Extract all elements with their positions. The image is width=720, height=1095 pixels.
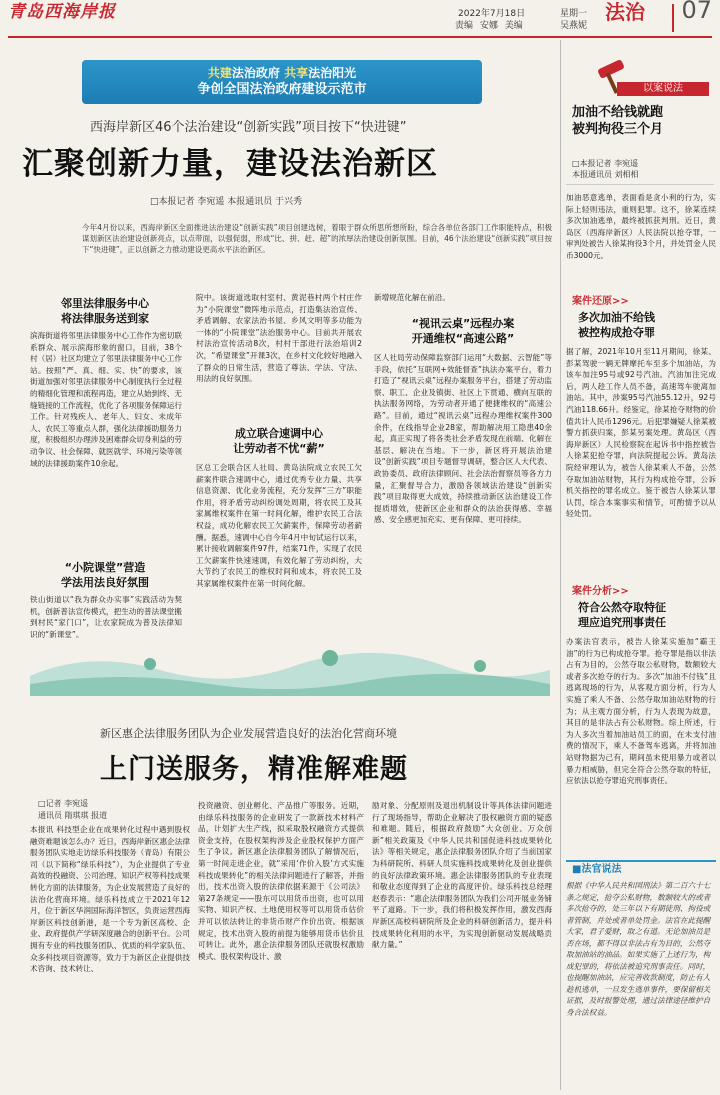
right-tag-3: 案件分析>>: [572, 586, 629, 597]
right-byline: □本报记者 李宛遥 本报通讯员 刘相相: [572, 159, 639, 179]
main-subtitle: 西海岸新区46个法治建设“创新实践”项目按下“快进键”: [90, 120, 407, 135]
col1-subhead: 邻里法律服务中心 将法律服务送到家: [61, 297, 149, 325]
page-number: 07: [672, 4, 712, 32]
editors: 责编 安娜 美编: [455, 21, 523, 31]
masthead-title: 青岛西海岸报: [8, 2, 116, 22]
right-text-1: 加油恶意逃单，表面看是贪小利的行为，实际上轻则违法，重则犯罪。这不，徐某连续多次加油逃单，最终被抓获判刑。近日，黄岛区（西海岸新区）人民法院以抢夺罪，一审判处被告人徐某拘役3个月，并处罚金人民币3000元。: [566, 193, 716, 260]
issue-weekday: 星期一: [560, 9, 588, 19]
right-subhead-2: 多次加油不给钱 被控构成抢夺罪: [578, 311, 655, 339]
section-title: 法治: [605, 0, 645, 24]
banner-word-2: 法治政府: [231, 66, 280, 80]
second-col1-text: 本报讯 科技型企业在成果转化过程中遇到股权融资难题该怎么办？近日，西海岸新区惠企法律服务团队实地走访绿乐科技服务（青岛）有限公司（以下简称“绿乐科技”），为企业提供了专业高效的投融资、公司治理、知识产权等科技成果转化方面的法律服务，为企业发展营造了良好的法治化营商环境。绿乐科技成立于2021年12月，位于新区华润国际海洋智区，负责运营西海岸新区科技创新港，是一个专为新区高校、企业、政府提供产学研深度融合的创新平台。公司拥有专业的科技服务团队、优质的科学家队伍、众多科技项目资源等，致力于为新区企业提供技术咨询、技术转让、: [30, 825, 190, 974]
right-text-2: 据了解，2021年10月至11月期间，徐某、彭某驾驶一辆无牌摩托车至多个加油站，为该车加注95号或92号汽油。汽油加注完成后，两人趁工作人员不备，高速驾车驶离加油站。其中，涉案95号汽油55.12升，92号汽油118.66升。经鉴定，徐某抢夺财物的价值共计人民币1296元。后犯罪嫌疑人徐某被警方抓获归案，彭某另案处理。黄岛区（西海岸新区）人民检察院在起诉书中指控被告人徐某犯抢夺罪，向法院提起公诉。黄岛法院经审理认为，被告人徐某乘人不备，公然夺取加油站财物，其行为构成抢夺罪，公诉机关指控的罪名成立。鉴于被告人徐某认罪认罚，综合本案事实和情节，可酌情予以从轻处罚。: [566, 347, 716, 519]
main-headline: 汇聚创新力量，建设法治新区: [22, 146, 438, 182]
right-subhead-3: 符合公然夺取特征 理应追究刑事责任: [578, 601, 666, 629]
col1-text-2: 铁山街道以“我为群众办实事”实践活动为契机，创新普法宣传模式，把生动的普法课堂搬到村民“家门口”，让农家院成为普及法律知识的“新课堂”。: [30, 595, 182, 639]
right-text-3: 办案法官表示，被告人徐某实施加“霸王油”的行为已构成抢夺罪。抢夺罪是指以非法占有为目的，公然夺取公私财物，数额较大或者多次抢夺的行为。多次“加油不付钱”且逃离现场的行为，从客观方面分析，行为人实施了乘人不备、公然夺取加油站财物的行为；从主观方面分析，行为人表现为故意，其目的是非法占有公私财物。综上所述，行为人多次当着加油站员工的面，在未支付油费的情况下，乘人不备驾车逃离，并将加油站财物据为己有，期间虽未使用暴力或者以暴力相威胁，但完全符合公然夺取的特征，应依法以抢夺罪追究刑事责任。: [566, 637, 716, 786]
top-rule: [8, 36, 712, 38]
judge-note-tag: ■法官说法: [572, 864, 622, 875]
right-divider: [566, 184, 714, 185]
col1-subhead-2: “小院课堂”营造 学法用法良好氛围: [61, 561, 149, 589]
col2-subhead: 成立联合速调中心 让劳动者不忧“薪”: [233, 427, 325, 455]
column-rule: [560, 40, 561, 1090]
issue-date: 2022年7月18日: [458, 9, 526, 19]
main-byline: □本报记者 李宛遥 本报通讯员 于兴秀: [150, 197, 303, 207]
second-headline: 上门送服务，精准解难题: [100, 754, 408, 785]
editors-2: 吴燕妮: [560, 21, 588, 31]
second-byline-1: □记者 李宛遥: [38, 799, 89, 808]
col2-text-2: 区总工会联合区人社局、黄岛法院成立农民工欠薪案件联合速调中心，通过优秀专业力量、共享信息资源、优化业务流程，充分发挥“三方”职能作用，将矛盾劳动纠纷调处周期，将农民工及其家属维权案件在第一时间化解，维护农民工合法权益，成功化解农民工欠薪案件，保障劳动者薪酬。据悉，速调中心自今年4月中旬试运行以来，累计接收调解案件97件，结案71件，实现了农民工欠薪案件快速速调，有效化解了劳动纠纷，大大节约了农民工的维权时间和成本，将农民工及其家属维权案件在第一时间化解。: [196, 463, 362, 588]
right-headline: 加油不给钱就跑 被判拘役三个月: [572, 105, 664, 137]
col2-text: 院中。该街道选取村室村、黄泥巷村两个村庄作为“小院课堂”微阵地示范点，打造集法治宣传、矛盾调解、农家法治书屋、乡风文明等多功能为一体的“小院课堂”法治服务中心。目前共开展农村法治宣传活动8次，村村干部进行法治培训2次，“希望课堂”开课3次，在乡村文化较好地融入了群众的日常生活，营造了尊法、学法、守法、用法的良好氛围。: [196, 293, 362, 384]
banner-word-4: 法治阳光: [308, 66, 357, 80]
case-tag: 以案说法: [617, 82, 709, 96]
landscape-illustration: [30, 640, 550, 696]
main-lead: 今年4月份以来，西海岸新区全面推进法治建设“创新实践”项目创建选树，着眼于群众所思所想所盼，综合各单位各部门工作职能特点，积极谋划新区法治建设创新亮点，以点带面，以强促弱，形成“比、拼、赶、超”的浓厚法治建设创新氛围。目前，46个法治建设“创新实践”项目按下“快进键”，正以创新之力推动建设更高水平法治新区。: [82, 223, 552, 254]
col3-text-2: 区人社局劳动保障监察部门运用“大数据、云智能”等手段，依托“互联网+效能督查”执法办案平台，着力打造了“视讯云桌”远程办案服务平台，搭建了劳动监察、职工、企业及镇街、社区上下贯通、横向互联的执法服务网络，为劳动者开通了便捷维权的“高速公路”。目前，通过“视讯云桌”远程办理维权案件300余件，在线指导企业28家，帮助解决用工隐患40余起，真正实现了将各类社会矛盾发现在前端、化解在基层、解决在当地。下一步，新区将开展法治建设“创新实践”项目专题督导调研，整合区人大代表、政协委员、政府法律顾问、社会法治督察员等各方力量，汇聚督导合力，激励各领域法治建设“创新实践”项目取得更大成效，持续推动新区法治建设工作提质增效，使新区企业和群众的法治获得感、幸福感、安全感更加充实、更有保障、更可持续。: [374, 353, 552, 525]
right-tag-2: 案件还原>>: [572, 296, 629, 307]
banner-word-1: 共建: [207, 66, 232, 80]
col3-subhead: “视讯云桌”远程办案 开通维权“高速公路”: [411, 317, 515, 345]
col1-text: 滨海街道将邻里法律服务中心工作作为密切联系群众、展示滨海形象的窗口，目前，38个村（居）社区均建立了邻里法律服务中心工作站。按照“严、真、细、实、快”的要求，该街道加强对邻里法律服务中心制度执行全过程的精细化管理和流程再造，建立从始到终、无缝链接的工作流程，优化了各项服务保障运行工作。针对残疾人、老年人、妇女、未成年人、农民工等重点人群，强化法律援助服务力度，积极组织办理涉及困难群众切身利益的劳动争议、社会保障、就医就学、环境污染等领域的法律援助案件10余起。: [30, 331, 182, 468]
second-col3-text: 励对象、分配原则及退出机制设计等具体法律问题进行了现场指导，帮助企业解决了股权融资方面的疑惑和难题。随后，根据政府鼓励“大众创业、万众创新”相关政策及《中华人民共和国促进科技成果转化法》等相关规定，惠企法律服务团队介绍了当前国家为科研院所、科研人员实施科技成果转化及创业提供的良好法律政策环境。惠企法律服务团队的专业表现和敬业态度得到了企业的高度评价。绿乐科技总经理赵春表示：“惠企法律服务团队为我们公司开展业务铺平了道路。下一步，我们将积极发挥作用，激发西海岸新区高校科研院所及企业的科研创新活力，提升科技成果转化利用的水平，为实现创新驱动发展战略贡献力量。”: [372, 801, 552, 950]
second-byline-2: 通讯员 隋琪琪 报道: [38, 811, 108, 820]
banner-line-2: 争创全国法治政府建设示范市: [197, 82, 367, 97]
banner-word-3: 共享: [284, 66, 309, 80]
judge-note-text: 根据《中华人民共和国刑法》第二百六十七条之规定，抢夺公私财物，数额较大的或者多次抢夺的，处三年以下有期徒刑、拘役或者管制，并处或者单处罚金。法官在此提醒大家，君子爱财，取之有道。无论加油员是否在场，都不得以非法占有为目的，公然夺取加油站的油品。如果实施了上述行为，构成犯罪的，将依法被追究刑事责任。同时，也提醒加油站，应完善收款制度，防止有人趁机逃单，一旦发生逃单事件，要保留相关证据，及时报警处理，通过法律途径维护自身合法权益。: [566, 881, 711, 1017]
second-subtitle: 新区惠企法律服务团队为企业发展营造良好的法治化营商环境: [100, 727, 397, 740]
banner: [82, 60, 482, 104]
second-col2-text: 投资融资、创业孵化、产品推广等服务。近期，由绿乐科技服务的企业研发了一款新技术材料产品，计划扩大生产线，拟采取股权融资方式提供资金支持，在股权架构涉及企业股权保护方面产生了争议。新区惠企法律服务团队了解情况后，第一时间走进企业，就“采用‘作价入股’方式实施科技成果转化”的相关法律问题进行了解答，并指出，技术出资入股的法律依据来源于《公司法》第27条规定——股东可以用货币出资，也可以用实物、知识产权、土地使用权等可以用货币估价并可以依法转让的非货币财产作价出资。根据该规定，技术出资入股的前提为能够用货币估价且可转让。此外，惠企法律服务团队还就股权激励模式、股权架构设计、激: [198, 801, 364, 961]
col3-text: 新增规范化解在前沿。: [374, 293, 450, 302]
